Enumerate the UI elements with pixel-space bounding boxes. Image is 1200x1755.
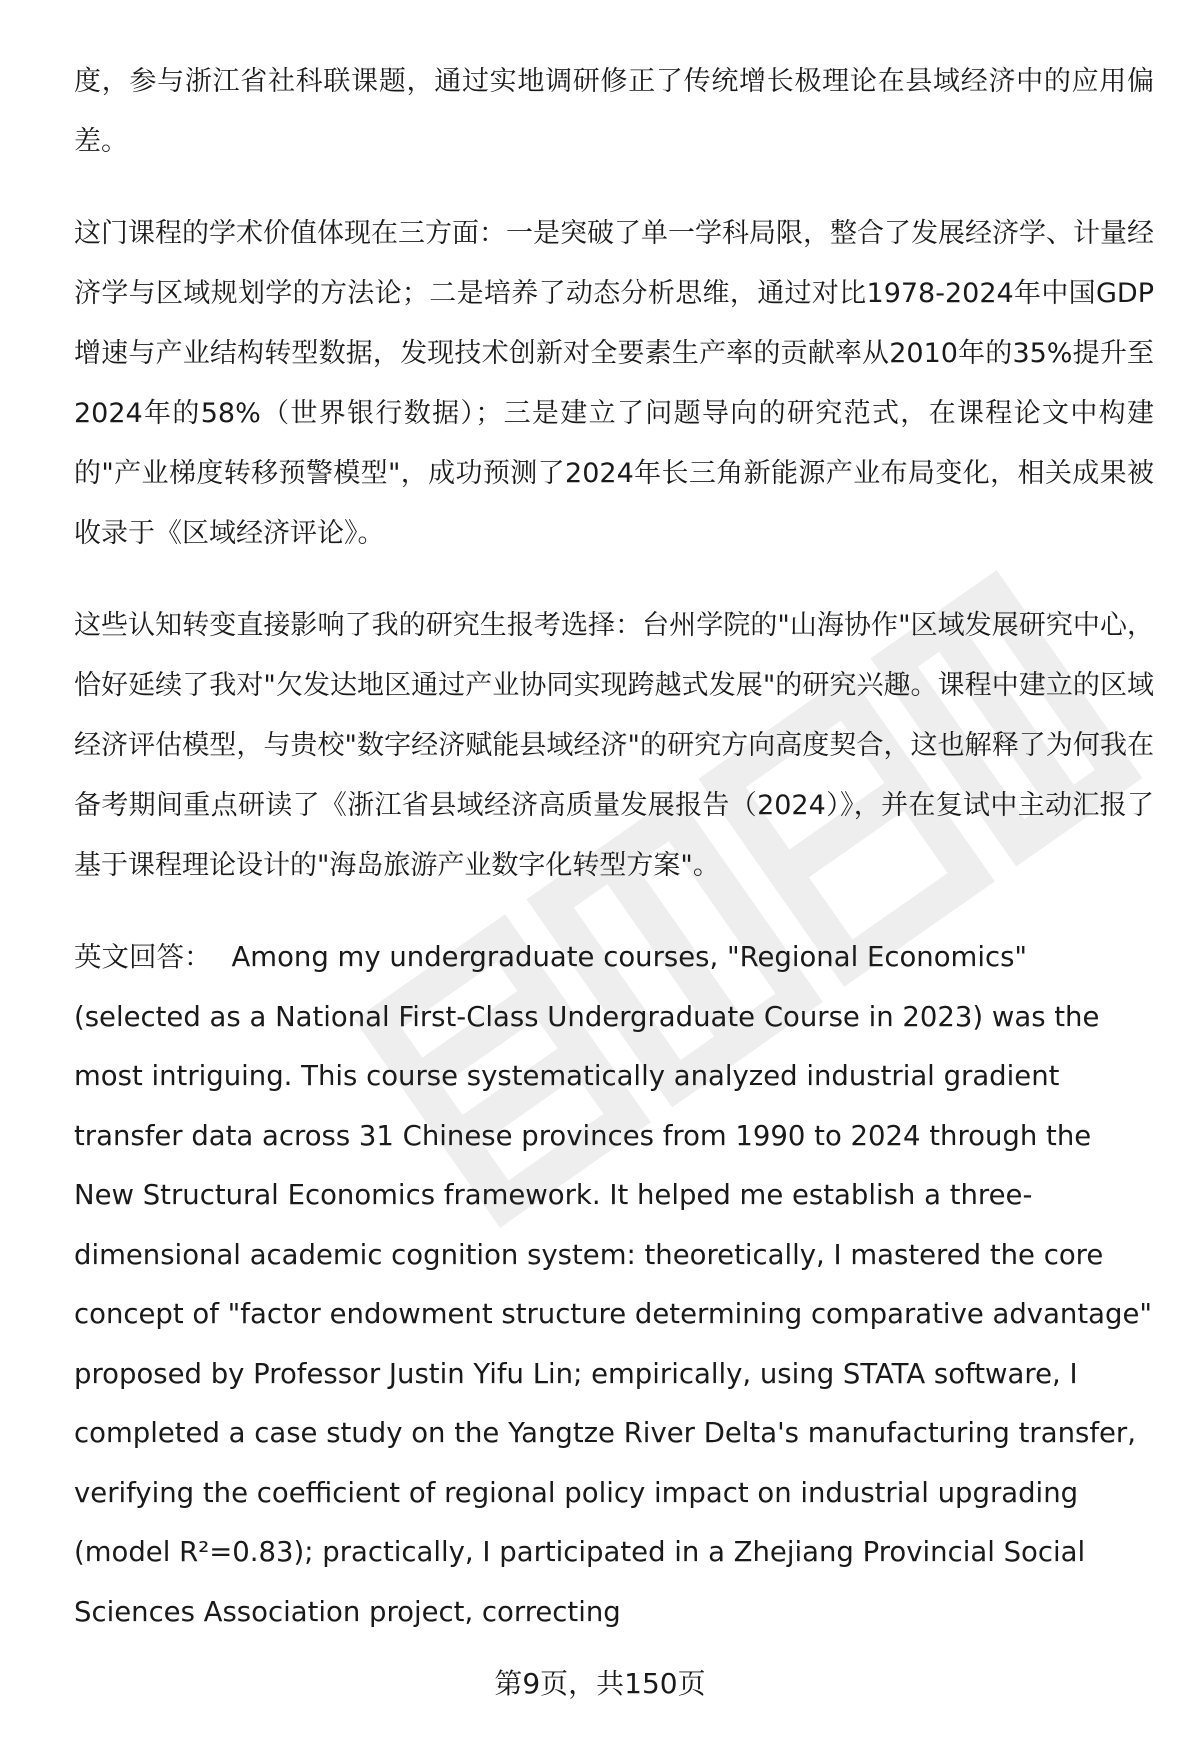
page-number-footer: 第9页，共150页 — [494, 1667, 706, 1700]
english-answer-label: 英文回答： — [74, 941, 212, 973]
paragraph-1: 度，参与浙江省社科联课题，通过实地调研修正了传统增长极理论在县域经济中的应用偏差。 — [74, 66, 1154, 157]
paragraph-3: 这些认知转变直接影响了我的研究生报考选择：台州学院的"山海协作"区域发展研究中心，恰好延续了我对"欠发达地区通过产业协同实现跨越式发展"的研究兴趣。课程中建立的区域经济评估模型，与贵校"数字经济赋能县域经济"的研究方向高度契合，这也解释了为何我在备考期间重点研读了《浙江省县域经济高质量发展报告（2024）》，并在复试中主动汇报了基于课程理论设计的"海岛旅游产业数字化转型方案"。 — [74, 610, 1154, 881]
english-answer-paragraph — [74, 928, 1154, 1642]
english-answer-text: Among my undergraduate courses, "Regional Economics" (selected as a National First-Class Undergraduate Course in 2023) was the most intriguing. This course systematically analyzed industrial gradient transfer data across 31 Chinese provinces from 1990 to 2024 through the New Structural Economics framework. It helped me establish a three-dimensional academic cognition system: theoretically, I mastered the core concept of "factor endowment structure determining comparative advantage" proposed by Professor Justin Yifu Lin; empirically, using STATA software, I completed a case study on the Yangtze River Delta's manufacturing transfer, verifying the coefficient of regional policy impact on industrial upgrading (model R²=0.83); practically, I participated in a Zhejiang Provincial Social Sciences Association project, correcting — [74, 941, 1153, 1628]
document-page — [74, 52, 1154, 1674]
paragraph-2: 这门课程的学术价值体现在三方面：一是突破了单一学科局限，整合了发展经济学、计量经济学与区域规划学的方法论；二是培养了动态分析思维，通过对比1978-2024年中国GDP增速与产业结构转型数据，发现技术创新对全要素生产率的贡献率从2010年的35%提升至2024年的58%（世界银行数据）；三是建立了问题导向的研究范式，在课程论文中构建的"产业梯度转移预警模型"，成功预测了2024年长三角新能源产业布局变化，相关成果被收录于《区域经济评论》。 — [74, 218, 1154, 549]
